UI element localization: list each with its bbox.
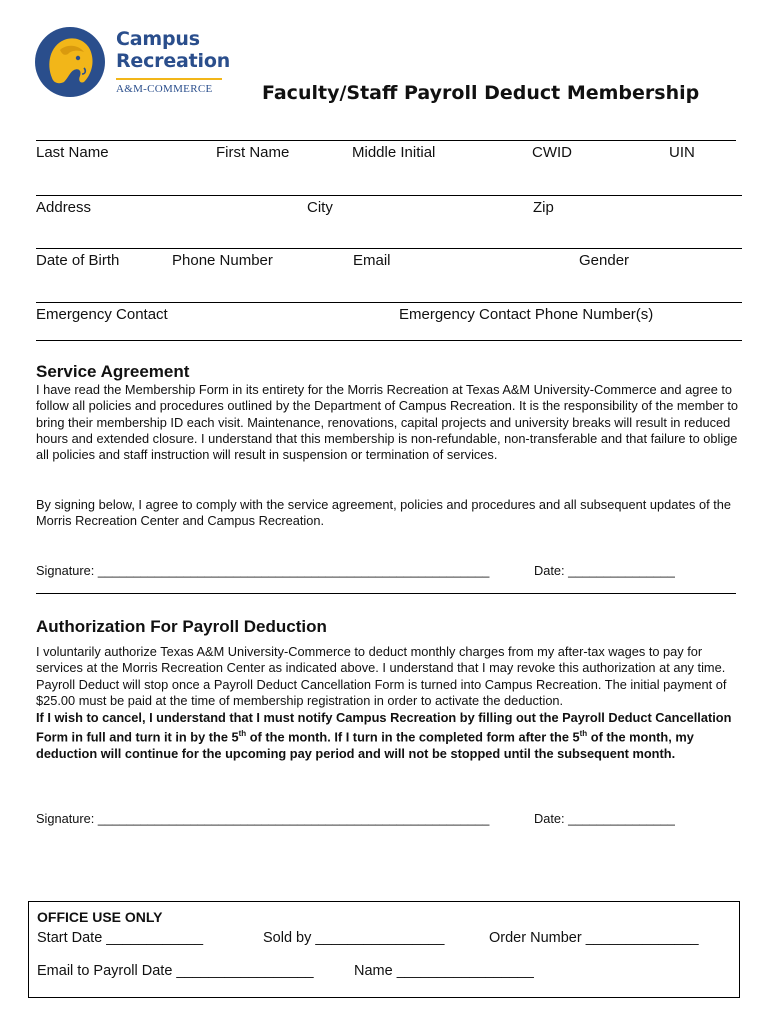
cwid-label: CWID <box>532 144 572 161</box>
payroll-signature-field[interactable]: Signature: _______________________________________________________ <box>36 811 490 826</box>
name-row-line[interactable] <box>36 140 736 141</box>
service-agreement-heading: Service Agreement <box>36 362 190 381</box>
payroll-authorization-text: I voluntarily authorize Texas A&M University-Commerce to deduct monthly charges from my after-tax wages to pay for services at the Morris Recreation Center as indicated above. I understand that I may revoke this authorization at any time. Payroll Deduct will stop once a Payroll Deduct Cancellation Form is turned into Campus Recreation. The initial payment of $25.00 must be paid at the time of membership registration in order to activate the deduction. <box>36 644 727 708</box>
payroll-cancellation-text: If I wish to cancel, I understand that I must notify Campus Recreation by filling out the Payroll Deduct Cancellation Form in full and turn it in by the 5th of the month. If I turn in the completed form after the 5th of the month, my deduction will continue for the upcoming pay period and will not be stopped until the subsequent month. <box>36 710 732 761</box>
zip-label: Zip <box>533 199 554 216</box>
emergency-row-line[interactable] <box>36 302 742 303</box>
logo-text-am-commerce: A&M-COMMERCE <box>116 83 213 95</box>
first-name-label: First Name <box>216 144 290 161</box>
start-date-field[interactable]: Start Date ____________ <box>37 930 204 946</box>
emergency-phone-label: Emergency Contact Phone Number(s) <box>399 306 654 323</box>
address-row-line[interactable] <box>36 195 742 196</box>
service-date-field[interactable]: Date: _______________ <box>534 563 675 578</box>
last-name-label: Last Name <box>36 144 109 161</box>
office-use-title: OFFICE USE ONLY <box>37 909 163 925</box>
gender-label: Gender <box>579 252 630 269</box>
section-divider <box>36 340 742 341</box>
payroll-authorization-heading: Authorization For Payroll Deduction <box>36 617 327 636</box>
contact-row-line[interactable] <box>36 248 742 249</box>
middle-initial-label: Middle Initial <box>352 144 436 161</box>
address-label: Address <box>36 199 92 216</box>
emergency-contact-label: Emergency Contact <box>36 306 168 323</box>
logo-text-campus: Campus <box>116 28 200 50</box>
logo-text-recreation: Recreation <box>116 50 231 72</box>
date-of-birth-label: Date of Birth <box>36 252 120 269</box>
uin-label: UIN <box>669 144 695 161</box>
email-label: Email <box>353 252 391 269</box>
service-agreement-consent: By signing below, I agree to comply with the service agreement, policies and procedures and all subsequent updates of the Morris Recreation Center and Campus Recreation. <box>36 497 732 529</box>
campus-recreation-logo <box>34 26 234 106</box>
lion-head-icon <box>34 26 106 98</box>
service-signature-field[interactable]: Signature: _______________________________________________________ <box>36 563 490 578</box>
section-divider-2 <box>36 593 736 594</box>
city-label: City <box>307 199 333 216</box>
form-title: Faculty/Staff Payroll Deduct Membership <box>262 82 700 104</box>
office-use-box <box>28 901 740 998</box>
service-agreement-text: I have read the Membership Form in its entirety for the Morris Recreation at Texas A&M University-Commerce and agree to follow all policies and procedures outlined by the Department of Campus Recreation. It is the responsibility of the member to bring their membership ID each visit. Maintenance, renovations, capital projects and university breaks will result in reduced hours and extended closure. I understand that this membership is non-refundable, non-transferable and that failure to oblige all policies and staff instruction will result in suspension or termination of services. <box>36 382 739 463</box>
payroll-date-field[interactable]: Date: _______________ <box>534 811 675 826</box>
phone-number-label: Phone Number <box>172 252 273 269</box>
sold-by-field[interactable]: Sold by ________________ <box>263 930 445 946</box>
order-number-field[interactable]: Order Number ______________ <box>489 930 699 946</box>
email-to-payroll-date-field[interactable]: Email to Payroll Date _________________ <box>37 963 314 979</box>
logo-divider <box>116 78 222 80</box>
name-field[interactable]: Name _________________ <box>354 963 534 979</box>
